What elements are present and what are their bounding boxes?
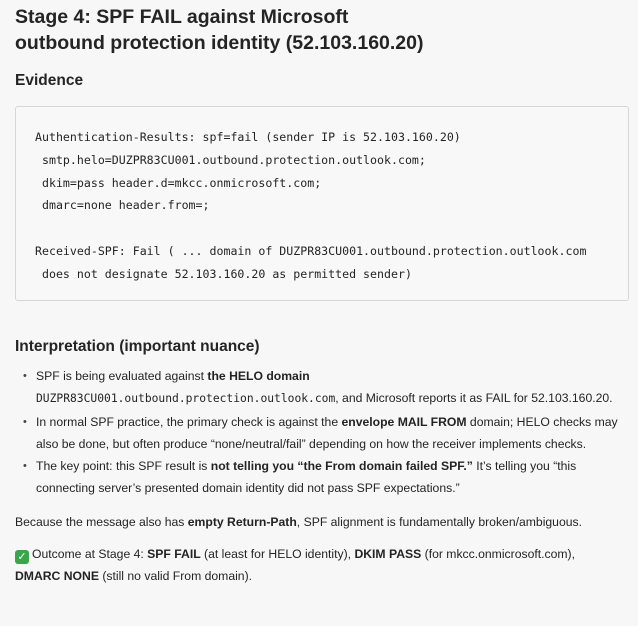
code-line: Authentication-Results: spf=fail (sender IP is 52.103.160.20) xyxy=(35,130,461,144)
code-line: dkim=pass header.d=mkcc.onmicrosoft.com; xyxy=(35,175,322,190)
list-item xyxy=(36,455,618,500)
dkim-result: DKIM PASS xyxy=(354,547,422,562)
bullet-emphasis: the HELO domain xyxy=(207,369,310,383)
return-path-paragraph xyxy=(15,511,638,533)
interpretation-heading: Interpretation (important nuance) xyxy=(15,338,260,355)
bullet-text: domain; HELO checks may also be done, but often produce “none/neutral/fail” depending on how the receiver implements checks. xyxy=(36,414,618,451)
evidence-heading: Evidence xyxy=(15,72,84,89)
bullet-emphasis: not telling you “the From domain failed SPF.” xyxy=(210,459,473,474)
dmarc-result: DMARC NONE xyxy=(15,569,99,584)
page-title: Stage 4: SPF FAIL against Microsoft outbound protection identity (52.103.160.20) xyxy=(15,6,424,54)
code-line: Received-SPF: Fail ( ... domain of DUZPR83CU001.outbound.protection.outlook.com xyxy=(35,243,587,258)
outcome-text: (at least for HELO identity), xyxy=(200,547,355,562)
check-mark-icon: ✓ xyxy=(15,550,29,564)
paragraph-text: Because the message also has xyxy=(15,514,188,529)
spf-result: SPF FAIL xyxy=(147,547,201,562)
outcome-text: Outcome at Stage 4: xyxy=(32,547,148,562)
bullet-text: SPF is being evaluated against xyxy=(36,369,208,383)
bullet-text: In normal SPF practice, the primary check is against the xyxy=(36,414,342,429)
bullet-emphasis: envelope MAIL FROM xyxy=(341,414,467,429)
bullet-text: , and Microsoft reports it as FAIL for 52.103.160.20. xyxy=(335,391,613,406)
paragraph-emphasis: empty Return-Path xyxy=(187,514,297,529)
list-item xyxy=(36,365,618,411)
interpretation-list xyxy=(15,365,638,500)
code-line: dmarc=none header.from=; xyxy=(35,198,210,213)
helo-domain-code: DUZPR83CU001.outbound.protection.outlook.com xyxy=(36,392,336,406)
paragraph-text: , SPF alignment is fundamentally broken/ambiguous. xyxy=(296,514,583,529)
outcome-paragraph xyxy=(15,543,615,588)
code-line: smtp.helo=DUZPR83CU001.outbound.protection.outlook.com; xyxy=(35,152,426,167)
outcome-text: (for mkcc.onmicrosoft.com), xyxy=(421,547,575,562)
outcome-text: (still no valid From domain). xyxy=(98,569,253,584)
code-line: does not designate 52.103.160.20 as permitted sender) xyxy=(35,266,412,281)
bullet-text: It’s telling you “this connecting server’s presented domain identity did not pass SPF expectations.” xyxy=(36,459,577,496)
bullet-text: The key point: this SPF result is xyxy=(36,459,211,474)
code-block xyxy=(15,106,629,301)
list-item xyxy=(36,411,618,456)
